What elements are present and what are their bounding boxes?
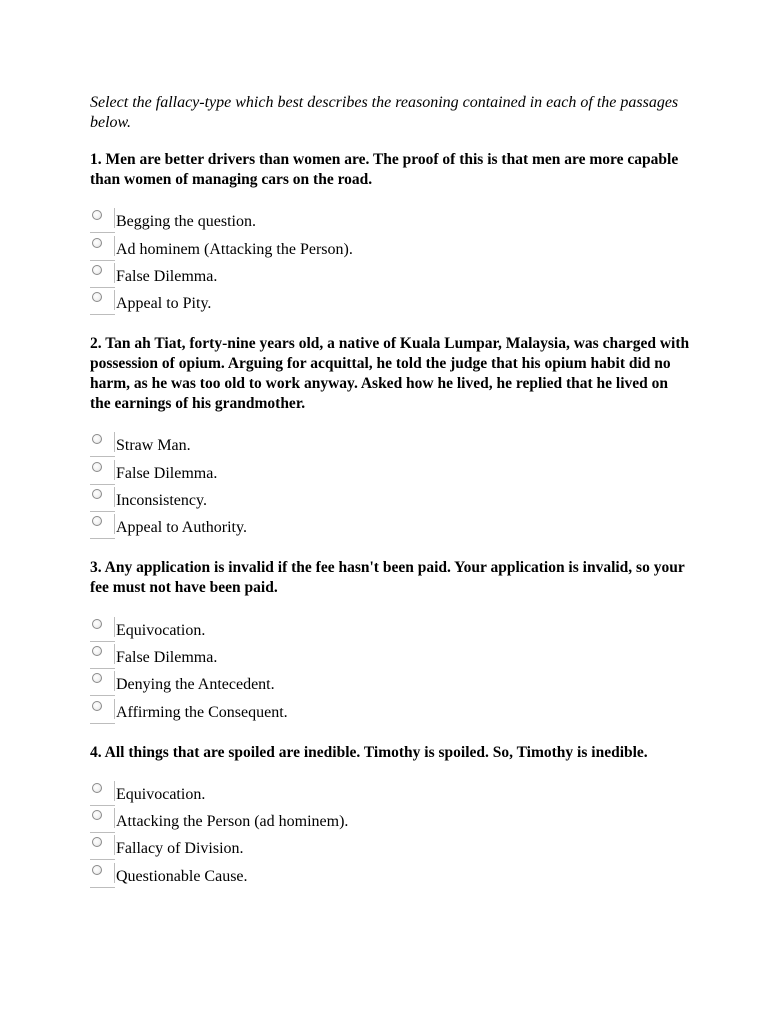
answer-option[interactable] — [90, 862, 690, 889]
radio-button[interactable] — [90, 487, 116, 514]
question-text: 3. Any application is invalid if the fee hasn't been paid. Your application is invalid, so your fee must not have been paid. — [90, 559, 685, 597]
radio-circle-icon — [92, 489, 102, 499]
quiz-instructions: Select the fallacy-type which best describes the reasoning contained in each of the passages below. — [90, 94, 679, 131]
radio-circle-icon — [92, 238, 102, 248]
radio-circle-icon — [92, 783, 102, 793]
question-text: 4. All things that are spoiled are inedible. Timothy is spoiled. So, Timothy is inedible. — [90, 743, 648, 761]
answer-option-label: Questionable Cause. — [116, 867, 248, 885]
radio-circle-icon — [92, 701, 102, 711]
radio-button[interactable] — [90, 781, 116, 808]
answer-option[interactable] — [90, 644, 690, 671]
radio-button[interactable] — [90, 671, 116, 698]
question-text: 1. Men are better drivers than women are. The proof of this is that men are more capable than women of managing cars on the road. — [90, 151, 679, 188]
answer-option[interactable] — [90, 808, 690, 835]
radio-button[interactable] — [90, 290, 116, 317]
answer-option-label: Inconsistency. — [116, 492, 207, 510]
radio-button[interactable] — [90, 617, 116, 644]
answer-option-label: Attacking the Person (ad hominem). — [116, 813, 349, 831]
answer-option-label: Begging the question. — [116, 213, 256, 231]
radio-button[interactable] — [90, 808, 116, 835]
answer-option[interactable] — [90, 671, 690, 698]
radio-button[interactable] — [90, 236, 116, 263]
answer-option-label: Denying the Antecedent. — [116, 676, 275, 694]
radio-button[interactable] — [90, 460, 116, 487]
radio-circle-icon — [92, 516, 102, 526]
answer-option-label: Fallacy of Division. — [116, 840, 244, 858]
answer-option[interactable] — [90, 487, 690, 514]
radio-circle-icon — [92, 865, 102, 875]
radio-button[interactable] — [90, 835, 116, 862]
radio-circle-icon — [92, 619, 102, 629]
answer-option[interactable] — [90, 698, 690, 725]
answer-option-label: False Dilemma. — [116, 464, 218, 482]
radio-circle-icon — [92, 265, 102, 275]
answer-option-label: False Dilemma. — [116, 267, 218, 285]
radio-button[interactable] — [90, 644, 116, 671]
question-text: 2. Tan ah Tiat, forty-nine years old, a native of Kuala Lumpar, Malaysia, was charged with possession of opium. Arguing for acquittal, he told the judge that his opium habit did no harm, as he was too old to work anyway. Asked how he lived, he replied that he lived on the earnings of his grandmother. — [90, 335, 690, 413]
radio-circle-icon — [92, 837, 102, 847]
radio-circle-icon — [92, 292, 102, 302]
answer-option[interactable] — [90, 290, 690, 317]
answer-options — [90, 781, 690, 890]
quiz-page — [90, 93, 690, 907]
radio-button[interactable] — [90, 699, 116, 726]
answer-option[interactable] — [90, 208, 690, 235]
answer-option-label: Equivocation. — [116, 621, 206, 639]
radio-button[interactable] — [90, 208, 116, 235]
radio-circle-icon — [92, 673, 102, 683]
question-1 — [90, 150, 690, 317]
radio-button[interactable] — [90, 514, 116, 541]
answer-option[interactable] — [90, 781, 690, 808]
radio-circle-icon — [92, 210, 102, 220]
radio-button[interactable] — [90, 263, 116, 290]
answer-options — [90, 208, 690, 317]
question-2 — [90, 334, 690, 541]
answer-option-label: Equivocation. — [116, 785, 206, 803]
answer-options — [90, 616, 690, 725]
answer-option-label: Affirming the Consequent. — [116, 703, 288, 721]
answer-option[interactable] — [90, 835, 690, 862]
answer-option-label: Straw Man. — [116, 437, 191, 455]
radio-button[interactable] — [90, 432, 116, 459]
answer-option-label: Appeal to Authority. — [116, 519, 247, 537]
answer-option[interactable] — [90, 514, 690, 541]
question-4 — [90, 743, 690, 890]
answer-option[interactable] — [90, 616, 690, 643]
answer-option-label: Ad hominem (Attacking the Person). — [116, 240, 353, 258]
radio-circle-icon — [92, 810, 102, 820]
radio-circle-icon — [92, 462, 102, 472]
answer-option-label: False Dilemma. — [116, 648, 218, 666]
question-3 — [90, 558, 690, 725]
answer-option[interactable] — [90, 459, 690, 486]
answer-option[interactable] — [90, 235, 690, 262]
answer-option[interactable] — [90, 263, 690, 290]
answer-option-label: Appeal to Pity. — [116, 295, 212, 313]
radio-button[interactable] — [90, 863, 116, 890]
answer-option[interactable] — [90, 432, 690, 459]
answer-options — [90, 432, 690, 541]
radio-circle-icon — [92, 646, 102, 656]
radio-circle-icon — [92, 434, 102, 444]
